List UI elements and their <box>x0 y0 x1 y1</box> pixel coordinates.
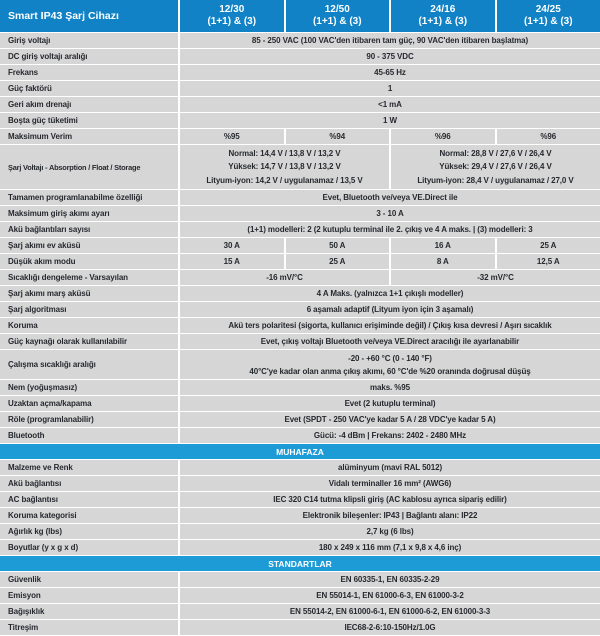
spec-row <box>0 190 600 205</box>
spec-value-col1: 15 A <box>180 254 284 269</box>
spec-value: 85 - 250 VAC (100 VAC'den itibaren tam güç, 90 VAC'den itibaren başlatma) <box>180 33 600 48</box>
spec-value: EN 60335-1, EN 60335-2-29 <box>180 572 600 587</box>
spec-value-col3: 8 A <box>391 254 495 269</box>
spec-value: 1 <box>180 81 600 96</box>
product-title: Smart IP43 Şarj Cihazı <box>0 0 178 32</box>
spec-label: Tamamen programlanabilme özelliği <box>0 190 178 205</box>
spec-value: IEC 320 C14 tutma klipsli giriş (AC kablosu ayrıca sipariş edilir) <box>180 492 600 507</box>
spec-value: IEC68-2-6:10-150Hz/1.0G <box>180 620 600 635</box>
spec-label: Frekans <box>0 65 178 80</box>
spec-value: 1 W <box>180 113 600 128</box>
spec-value: EN 55014-2, EN 61000-6-1, EN 61000-6-2, EN 61000-3-3 <box>180 604 600 619</box>
spec-value-col1: 30 A <box>180 238 284 253</box>
spec-label: Giriş voltajı <box>0 33 178 48</box>
spec-value: EN 55014-1, EN 61000-6-3, EN 61000-3-2 <box>180 588 600 603</box>
spec-label: Nem (yoğuşmasız) <box>0 380 178 395</box>
spec-value: Evet, çıkış voltajı Bluetooth ve/veya VE.Direct aracılığı ile ayarlanabilir <box>180 334 600 349</box>
model-name: 12/50 <box>324 3 350 15</box>
spec-value-col3: %96 <box>391 129 495 144</box>
spec-row <box>0 206 600 221</box>
spec-value: Evet, Bluetooth ve/veya VE.Direct ile <box>180 190 600 205</box>
line: Normal: 14,4 V / 13,8 V / 13,2 V <box>228 148 341 158</box>
spec-value: Vidalı terminaller 16 mm² (AWG6) <box>180 476 600 491</box>
spec-value <box>180 350 600 379</box>
section-header-standartlar: STANDARTLAR <box>0 556 600 571</box>
spec-label: Uzaktan açma/kapama <box>0 396 178 411</box>
charge-voltage-12v-lines <box>206 147 362 188</box>
line: Yüksek: 14,7 V / 13,8 V / 13,2 V <box>228 162 341 172</box>
spec-row <box>0 492 600 507</box>
spec-label: Şarj akımı marş aküsü <box>0 286 178 301</box>
spec-row <box>0 318 600 333</box>
spec-value: 4 A Maks. (yalnızca 1+1 çıkışlı modeller) <box>180 286 600 301</box>
spec-value: 90 - 375 VDC <box>180 49 600 64</box>
spec-value: Gücü: -4 dBm | Frekans: 2402 - 2480 MHz <box>180 428 600 443</box>
spec-value-col4: 12,5 A <box>497 254 600 269</box>
spec-value: 2,7 kg (6 lbs) <box>180 524 600 539</box>
spec-row-operating-temp <box>0 350 600 379</box>
spec-value: Evet (2 kutuplu terminal) <box>180 396 600 411</box>
spec-label: AC bağlantısı <box>0 492 178 507</box>
spec-value: 6 aşamalı adaptif (Lityum iyon için 3 aşamalı) <box>180 302 600 317</box>
spec-value: 45-65 Hz <box>180 65 600 80</box>
spec-row <box>0 286 600 301</box>
spec-row-charge-voltage <box>0 145 600 189</box>
spec-row <box>0 302 600 317</box>
spec-row <box>0 33 600 48</box>
table-header-row <box>0 0 600 32</box>
spec-value-col4: %96 <box>497 129 600 144</box>
spec-value-col2: %94 <box>286 129 390 144</box>
spec-label: Titreşim <box>0 620 178 635</box>
spec-label: Bağışıklık <box>0 604 178 619</box>
model-header-24-25 <box>497 0 600 32</box>
spec-label: DC giriş voltajı aralığı <box>0 49 178 64</box>
spec-row-charge-current <box>0 238 600 253</box>
spec-row <box>0 620 600 635</box>
spec-label: Akü bağlantıları sayısı <box>0 222 178 237</box>
model-config: (1+1) & (3) <box>523 16 573 27</box>
section-header-muhafaza: MUHAFAZA <box>0 444 600 459</box>
spec-value: Elektronik bileşenler: IP43 | Bağlantı alanı: IP22 <box>180 508 600 523</box>
line: 40°C'ye kadar olan anma çıkış akımı, 60 °C'de %20 oranında doğrusal düşüş <box>249 366 531 376</box>
spec-label: Düşük akım modu <box>0 254 178 269</box>
model-name: 24/25 <box>535 3 561 15</box>
spec-label: Boşta güç tüketimi <box>0 113 178 128</box>
model-header-12-50 <box>286 0 390 32</box>
spec-label: Güç kaynağı olarak kullanılabilir <box>0 334 178 349</box>
operating-temp-lines <box>249 352 530 378</box>
spec-row <box>0 476 600 491</box>
spec-row <box>0 540 600 555</box>
line: Normal: 28,8 V / 27,6 V / 26,4 V <box>439 148 552 158</box>
spec-value: 3 - 10 A <box>180 206 600 221</box>
spec-row <box>0 460 600 475</box>
spec-row <box>0 428 600 443</box>
model-header-12-30 <box>180 0 284 32</box>
spec-label: Malzeme ve Renk <box>0 460 178 475</box>
spec-label: Bluetooth <box>0 428 178 443</box>
spec-label: Röle (programlanabilir) <box>0 412 178 427</box>
line: Lityum-iyon: 28,4 V / uygulanamaz / 27,0 V <box>417 175 574 185</box>
spec-value-col1: %95 <box>180 129 284 144</box>
spec-label: Maksimum Verim <box>0 129 178 144</box>
spec-label: Geri akım drenajı <box>0 97 178 112</box>
spec-value: Akü ters polaritesi (sigorta, kullanıcı erişiminde değil) / Çıkış kısa devresi / Aşırı sıcaklık <box>180 318 600 333</box>
spec-row <box>0 113 600 128</box>
spec-value-col4: 25 A <box>497 238 600 253</box>
spec-row <box>0 334 600 349</box>
spec-value: maks. %95 <box>180 380 600 395</box>
line: Yüksek: 29,4 V / 27,6 V / 26,4 V <box>439 162 552 172</box>
line: -20 - +60 °C (0 - 140 °F) <box>348 353 432 363</box>
spec-value: <1 mA <box>180 97 600 112</box>
spec-label: Çalışma sıcaklığı aralığı <box>0 350 178 379</box>
spec-value-col3: 16 A <box>391 238 495 253</box>
spec-row-low-current <box>0 254 600 269</box>
spec-row <box>0 524 600 539</box>
model-config: (1+1) & (3) <box>207 16 257 27</box>
spec-value-col2: 50 A <box>286 238 390 253</box>
spec-label: Güvenlik <box>0 572 178 587</box>
spec-value: alüminyum (mavi RAL 5012) <box>180 460 600 475</box>
spec-row-temp-compensation <box>0 270 600 285</box>
spec-row <box>0 222 600 237</box>
model-config: (1+1) & (3) <box>312 16 362 27</box>
spec-row <box>0 412 600 427</box>
model-name: 12/30 <box>219 3 245 15</box>
model-header-24-16 <box>391 0 495 32</box>
spec-label: Şarj Voltajı - Absorption / Float / Storage <box>0 145 178 189</box>
spec-row <box>0 588 600 603</box>
spec-label: Koruma <box>0 318 178 333</box>
model-name: 24/16 <box>430 3 456 15</box>
line: Lityum-iyon: 14,2 V / uygulanamaz / 13,5 V <box>206 175 363 185</box>
spec-label: Boyutlar (y x g x d) <box>0 540 178 555</box>
spec-value-12v: -16 mV/°C <box>180 270 389 285</box>
spec-row <box>0 49 600 64</box>
spec-label: Koruma kategorisi <box>0 508 178 523</box>
spec-row <box>0 380 600 395</box>
spec-value: 180 x 249 x 116 mm (7,1 x 9,8 x 4,6 inç) <box>180 540 600 555</box>
spec-row <box>0 81 600 96</box>
spec-label: Şarj akımı ev aküsü <box>0 238 178 253</box>
spec-row-max-efficiency <box>0 129 600 144</box>
spec-row <box>0 396 600 411</box>
spec-label: Emisyon <box>0 588 178 603</box>
model-config: (1+1) & (3) <box>418 16 468 27</box>
spec-label: Maksimum giriş akımı ayarı <box>0 206 178 221</box>
spec-value-24v <box>391 145 600 189</box>
spec-value-12v <box>180 145 389 189</box>
spec-value: Evet (SPDT - 250 VAC'ye kadar 5 A / 28 VDC'ye kadar 5 A) <box>180 412 600 427</box>
spec-label: Şarj algoritması <box>0 302 178 317</box>
spec-label: Sıcaklığı dengeleme - Varsayılan <box>0 270 178 285</box>
spec-value-col2: 25 A <box>286 254 390 269</box>
spec-value: (1+1) modelleri: 2 (2 kutuplu terminal ile 2. çıkış ve 4 A maks. | (3) modelleri: 3 <box>180 222 600 237</box>
charge-voltage-24v-lines <box>417 147 573 188</box>
spec-value-24v: -32 mV/°C <box>391 270 600 285</box>
spec-row <box>0 508 600 523</box>
spec-label: Ağırlık kg (lbs) <box>0 524 178 539</box>
spec-label: Güç faktörü <box>0 81 178 96</box>
spec-row <box>0 604 600 619</box>
spec-label: Akü bağlantısı <box>0 476 178 491</box>
spec-row <box>0 572 600 587</box>
spec-row <box>0 65 600 80</box>
spec-row <box>0 97 600 112</box>
